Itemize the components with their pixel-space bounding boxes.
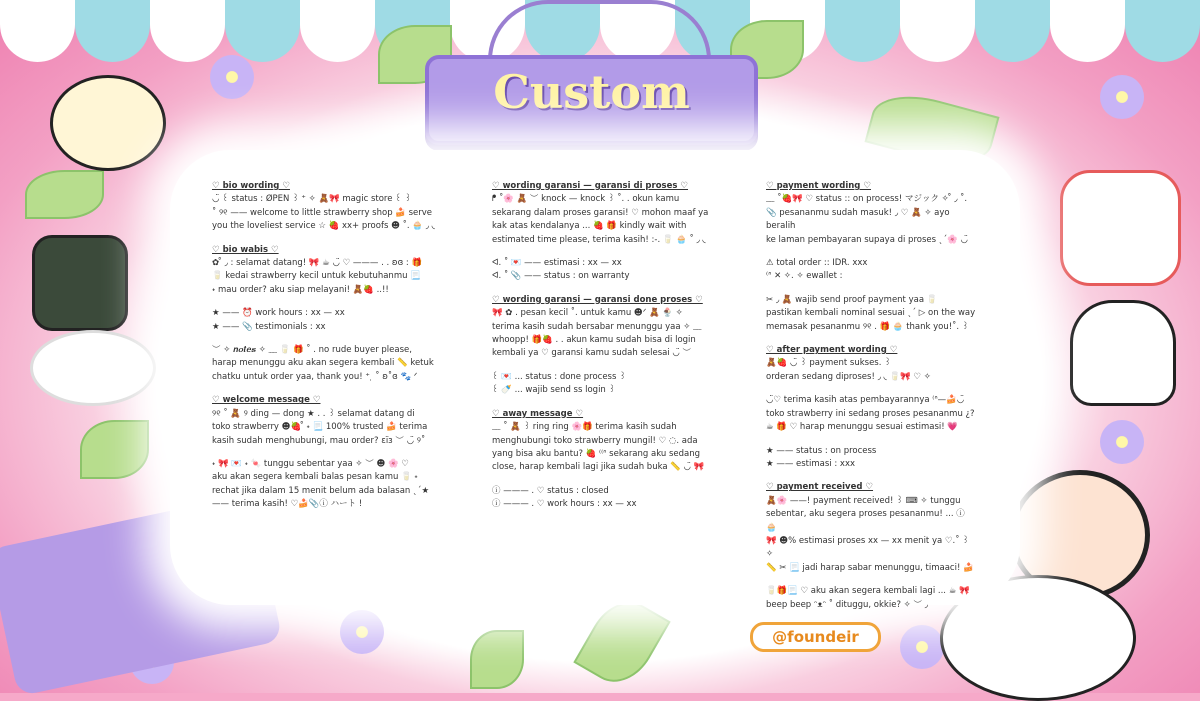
section-heading: ♡ payment wording ♡ [766, 181, 871, 191]
section-text: ᖰ ˚🌸 🧸 ︶ knock — knock ꒱ ˚. . okun kamu sekarang dalam proses garansi! ♡ mohon maaf ya kak atas kendalanya ... 🍓 🎁 kindly wait with estimated time please, terima kasih! :-. 🥛 🧁 ˚ ◞ ◟ [492, 194, 709, 245]
section-text: ˖ 🎀 💌 ˖ 🍬 tunggu sebentar yaa ✧ ︶ ☻ 🌸 ♡ aku akan segera kembali balas pesan kamu 🥛 ˖ rechat jika dalam 15 menit belum ada balasan ˎˊ★ —— terima kasih! ♡🍰📎ⓘ ハート ! [212, 458, 430, 510]
section-text: ﹏ ˚🍓🎀 ♡ status :: on process! マジック ✧ ̊ ◞ ˚. 📎 pesananmu sudah masuk! ◞ ♡ 🧸 ✧ ayo beralih ke laman pembayaran supaya di proses ˎˊ🌸 ◡̈ [766, 194, 968, 245]
leaf-decoration [25, 170, 104, 219]
leaf-decoration [80, 420, 149, 479]
leaf-decoration [470, 630, 524, 689]
section-heading: ♡ bio wabis ♡ [212, 244, 279, 255]
section-text: ᐊ. ˚ 💌 —— estimasi : xx — xx ᐊ. ˚ 📎 —— status : on warranty [492, 258, 630, 282]
section-heading: ♡ after payment wording ♡ [766, 345, 898, 356]
page-title: Custom [493, 65, 690, 119]
flower-decoration [900, 625, 944, 669]
section-text: ◡̈♡ terima kasih atas pembayarannya ⁽ᐢ—🍰◡̈ toko strawberry ini sedang proses pesananmu ¿? ☕ 🎁 ♡ harap menunggu sesuai estimasi! 💗 [766, 395, 975, 433]
section-text: ◡̈ ꒰ status : ØPEN ꒱ ⁺ ✧ 🧸🎀 magic store ꒰ ꒱ ˚ ୨୧ —— welcome to little strawberry shop 🍰 serve you the loveliest service ☆ 🍓 xx+ proofs ☻ ˚. 🧁 ◞ ◟ [212, 194, 435, 232]
section-text: ⓘ ——— . ♡ status : closed ⓘ ——— . ♡ work hours : xx — xx [492, 485, 637, 510]
creator-handle: @foundeir [750, 622, 881, 652]
column-right [766, 180, 976, 622]
section-text: 🧸🌸 ——! payment received! ꒱ ⌨ ✧ tunggu sebentar, aku segera proses pesananmu! ... ⓘ 🧁 🎀 ☻% estimasi proses xx — xx menit ya ♡.˚ ꒱ ✧ 📏 ✂ 📃 jadi harap sabar menunggu, timaaci! 🍰 [766, 495, 974, 573]
section-text: ✂ ◞ 🧸 wajib send proof payment yaa 🥛 pastikan kembali nominal sesuai ˎˊ ▷ on the way memasak pesananmu ୨୧ . 🎁 🧁 thank you!˚. ꒱ [766, 294, 976, 332]
section-heading: ♡ welcome message ♡ [212, 395, 321, 406]
section-heading: ♡ payment received ♡ [766, 482, 874, 493]
sushi-character-icon [32, 235, 128, 331]
custom-sign [425, 55, 758, 145]
flower-decoration [340, 610, 384, 654]
section-text: 🧸🍓 ◡̈ ꒱ payment sukses. ꒱ orderan sedang diproses! ◞ ◟ 🥛🎀 ♡ ✧ [766, 358, 931, 382]
onigiri-character-icon [1070, 300, 1176, 406]
section-text: ﹏ ˚ 🧸 ꒱ ring ring 🌸🎁 terima kasih sudah menghubungi toko strawberry mungil! ♡ ◌. ada yang bisa aku bantu? 🍓 ⁽⁽ᐢ sekarang aku sedang close, harap kembali lagi jika sudah buka 📏 ◡̈ 🎀 [492, 422, 705, 473]
salmon-sushi-icon [1060, 170, 1181, 286]
shrimp-plate-icon [30, 330, 156, 406]
section-text: ꒰ 💌 ... status : done process ꒱ ꒰ 🍼 ... wajib send ss login ꒱ [492, 371, 626, 396]
section-text: ⚠ total order :: IDR. xxx ⁽ᐢ ✕ ✧. ✧ ewallet : [766, 258, 868, 282]
section-text: 🥛🎁📃 ♡ aku akan segera kembali lagi ... ☕ 🎀 beep beep ᵔᴥᵔ ˚ dituggu, okkie? ✧ ︶ ◞ [766, 586, 970, 610]
flower-decoration [1100, 420, 1144, 464]
section-heading: ♡ wording garansi — garansi di proses ♡ [492, 181, 689, 191]
flower-decoration [210, 55, 254, 99]
section-text: ✿ ̊ ◞ : selamat datang! 🎀 ☕ ◡̈ ♡ ——— . . ʚɞ : 🎁 🥛 kedai strawberry kecil untuk kebutuhanmu 📃 ˖ mau order? aku siap melayani! 🧸🍓 ..!! [212, 258, 423, 295]
section-text: ︶ ✧ 𝒏𝒐𝒕𝒆𝒔 ✧ ﹏ 🥛 🎁 ˚ . no rude buyer please, harap menunggu aku akan segera kembali 📏 ketuk chatku untuk order yaa, thank you! ⁺ ̣ ˚ ʚ˚ɞ 🐾 ᐟ [212, 345, 434, 382]
section-heading: ♡ wording garansi — garansi done proses ♡ [492, 294, 703, 305]
section-text: ୨୧ ˚ 🧸 ୨ ding — dong ★ . . ꒱ selamat datang di toko strawberry ☻🍓 ̊ ˖ 📃 100% trusted 🍰 terima kasih sudah menghubungi, mau order? ɛïɜ ︶ ◡̈ ୨˚ [212, 408, 428, 446]
section-text: 🎀 ✿ . pesan kecil ˚. untuk kamu ☻ᐟ 🧸 🍨 ✧ terima kasih sudah bersabar menunggu yaa ✧ ﹏ whoopp! 🎁🍓 . . akun kamu sudah bisa di login kembali ya ♡ garansi kamu sudah selesai ◡̈ ︶ [492, 308, 702, 359]
section-heading: ♡ away message ♡ [492, 408, 584, 419]
column-left [212, 180, 457, 522]
flower-decoration [1100, 75, 1144, 119]
column-middle [492, 180, 717, 522]
section-text: ★ —— ⏰ work hours : xx — xx ★ —— 📎 testimonials : xx [212, 308, 345, 332]
section-heading: ♡ bio wording ♡ [212, 181, 290, 191]
noodle-bowl-icon [50, 75, 166, 171]
section-text: ★ —— status : on process ★ —— estimasi : xxx [766, 445, 877, 469]
